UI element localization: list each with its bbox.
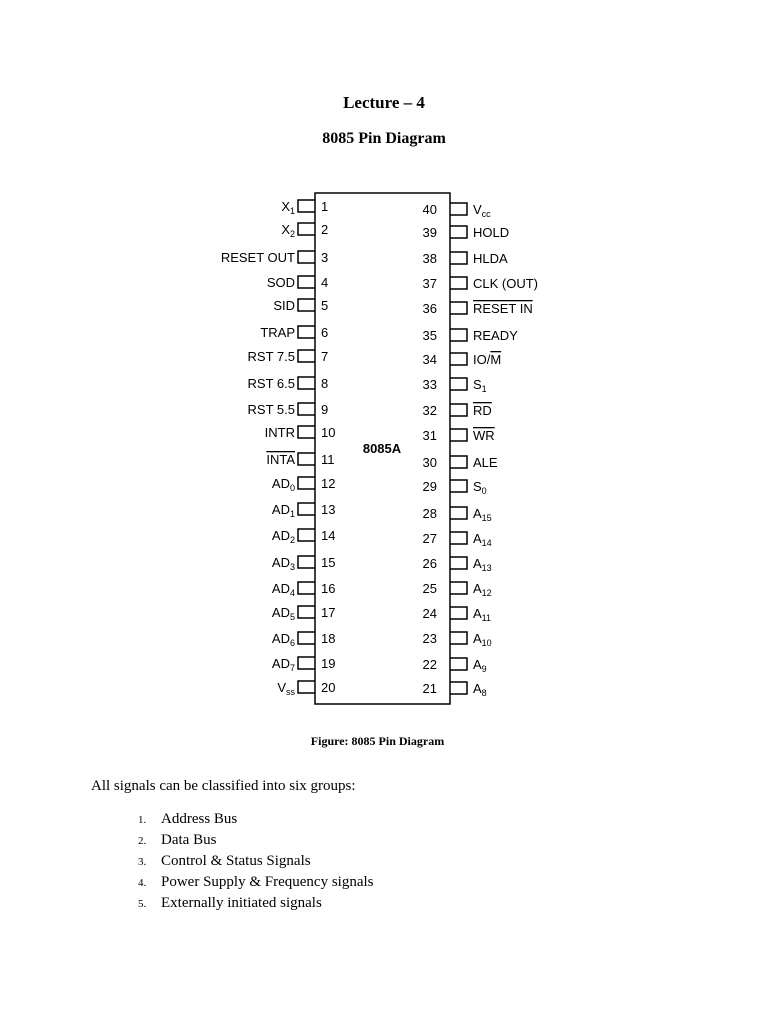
list-item xyxy=(138,853,373,874)
left-pin-name: $AD_7$ xyxy=(271,656,295,673)
left-pin-16 xyxy=(298,582,315,594)
right-pin-name: $S_0$ xyxy=(473,479,487,496)
left-pin-11 xyxy=(298,453,315,465)
left-pin-name: $AD_2$ xyxy=(271,528,295,545)
right-pin-35 xyxy=(450,329,467,341)
left-pin-number: 19 xyxy=(321,656,336,671)
list-number: 2. xyxy=(138,835,147,847)
right-pin-23 xyxy=(450,632,467,644)
right-pin-name: $S_1$ xyxy=(473,377,487,394)
left-pin-name: RST 5.5 xyxy=(247,402,295,417)
right-pin-number: 40 xyxy=(422,202,437,217)
left-pin-name: $V_{ss}$ xyxy=(277,680,295,697)
left-pin-17 xyxy=(298,606,315,618)
left-pin-number: 17 xyxy=(321,605,336,620)
right-pin-number: 37 xyxy=(422,276,437,291)
right-pin-29 xyxy=(450,480,467,492)
right-pin-40 xyxy=(450,203,467,215)
list-number: 1. xyxy=(138,814,147,826)
left-pin-number: 12 xyxy=(321,476,336,491)
right-pin-25 xyxy=(450,582,467,594)
left-pin-name: RST 6.5 xyxy=(247,376,295,391)
right-pin-28 xyxy=(450,507,467,519)
right-pin-name: RD xyxy=(473,403,492,418)
right-pin-name: ALE xyxy=(473,455,498,470)
right-pin-number: 35 xyxy=(422,328,437,343)
right-pin-39 xyxy=(450,226,467,238)
right-pin-number: 32 xyxy=(422,403,437,418)
left-pin-number: 8 xyxy=(321,376,329,391)
diagram-title: 8085 Pin Diagram xyxy=(322,130,446,147)
right-pin-name: WR xyxy=(473,428,495,443)
right-pin-name: $A_8$ xyxy=(473,681,487,698)
right-pin-number: 23 xyxy=(422,631,437,646)
left-pin-number: 9 xyxy=(321,402,329,417)
left-pin-6 xyxy=(298,326,315,338)
right-pin-number: 26 xyxy=(422,556,437,571)
left-pin-name: RESET OUT xyxy=(220,250,295,265)
right-pin-name: RESET IN xyxy=(473,301,533,316)
right-pin-30 xyxy=(450,456,467,468)
right-pin-number: 24 xyxy=(422,606,437,621)
left-pin-18 xyxy=(298,632,315,644)
right-pin-number: 36 xyxy=(422,301,437,316)
left-pin-number: 15 xyxy=(321,555,336,570)
list-text: Power Supply & Frequency signals xyxy=(161,874,374,890)
left-pin-number: 14 xyxy=(321,528,336,543)
left-pin-name: RST 7.5 xyxy=(247,349,295,364)
right-pin-27 xyxy=(450,532,467,544)
list-number: 3. xyxy=(138,856,147,868)
right-pin-name: CLK (OUT) xyxy=(473,276,538,291)
right-pin-26 xyxy=(450,557,467,569)
right-pin-number: 29 xyxy=(422,479,437,494)
list-text: Address Bus xyxy=(161,811,238,827)
right-pin-number: 34 xyxy=(422,352,437,367)
left-pin-number: 4 xyxy=(321,275,329,290)
left-pin-8 xyxy=(298,377,315,389)
list-number: 5. xyxy=(138,898,147,910)
right-pin-number: 30 xyxy=(422,455,437,470)
right-pin-name: IO/M xyxy=(473,352,502,367)
right-pin-number: 22 xyxy=(422,657,437,672)
right-pin-21 xyxy=(450,682,467,694)
right-pin-34 xyxy=(450,353,467,365)
left-pin-name: $AD_1$ xyxy=(271,502,295,519)
left-pin-name: TRAP xyxy=(260,325,295,340)
figure-caption: Figure: 8085 Pin Diagram xyxy=(310,734,445,748)
list-item xyxy=(138,832,373,853)
chip-label: 8085A xyxy=(362,441,402,456)
left-pin-4 xyxy=(298,276,315,288)
right-pin-name: $A_{10}$ xyxy=(473,631,492,648)
right-pin-37 xyxy=(450,277,467,289)
list-text: Data Bus xyxy=(161,832,217,848)
signal-groups-list xyxy=(138,811,373,916)
left-pin-9 xyxy=(298,403,315,415)
left-pin-number: 20 xyxy=(321,680,336,695)
left-pin-number: 6 xyxy=(321,325,329,340)
left-pin-3 xyxy=(298,251,315,263)
left-pin-name: SOD xyxy=(266,275,295,290)
left-pin-number: 7 xyxy=(321,349,329,364)
left-pin-19 xyxy=(298,657,315,669)
left-pin-number: 11 xyxy=(321,452,335,467)
right-pin-number: 21 xyxy=(422,681,437,696)
left-pin-name: SID xyxy=(273,298,295,313)
right-pin-36 xyxy=(450,302,467,314)
left-pin-number: 10 xyxy=(321,425,336,440)
right-pin-22 xyxy=(450,658,467,670)
left-pin-name: INTR xyxy=(264,425,295,440)
right-pin-name: HLDA xyxy=(473,251,508,266)
right-pin-31 xyxy=(450,429,467,441)
list-item xyxy=(138,895,373,916)
left-pin-2 xyxy=(298,223,315,235)
left-pin-10 xyxy=(298,426,315,438)
right-pin-name: READY xyxy=(473,328,518,343)
right-pin-number: 28 xyxy=(422,506,437,521)
right-pin-number: 39 xyxy=(422,225,437,240)
left-pin-name: $AD_3$ xyxy=(271,555,295,572)
left-pin-number: 2 xyxy=(321,222,329,237)
left-pin-5 xyxy=(298,299,315,311)
right-pin-24 xyxy=(450,607,467,619)
left-pin-name: $AD_4$ xyxy=(271,581,295,598)
intro-text: All signals can be classified into six groups: xyxy=(91,778,356,794)
list-item xyxy=(138,874,373,895)
right-pin-number: 33 xyxy=(422,377,437,392)
right-pin-name: $A_{12}$ xyxy=(473,581,492,598)
left-pin-1 xyxy=(298,200,315,212)
right-pin-name: HOLD xyxy=(473,225,510,240)
right-pin-number: 25 xyxy=(422,581,437,596)
right-pin-name: $A_9$ xyxy=(473,657,487,674)
right-pin-name: $A_{11}$ xyxy=(473,606,492,623)
left-pin-15 xyxy=(298,556,315,568)
left-pin-number: 3 xyxy=(321,250,329,265)
right-pin-32 xyxy=(450,404,467,416)
left-pin-12 xyxy=(298,477,315,489)
left-pin-7 xyxy=(298,350,315,362)
right-pin-name: $A_{13}$ xyxy=(473,556,492,573)
right-pin-38 xyxy=(450,252,467,264)
left-pin-name: $AD_5$ xyxy=(271,605,295,622)
left-pin-number: 18 xyxy=(321,631,336,646)
left-pin-14 xyxy=(298,529,315,541)
left-pin-number: 5 xyxy=(321,298,329,313)
right-pin-number: 27 xyxy=(422,531,437,546)
right-pin-number: 38 xyxy=(422,251,437,266)
lecture-title: Lecture – 4 xyxy=(343,93,425,112)
right-pin-33 xyxy=(450,378,467,390)
right-pin-name: $V_{cc}$ xyxy=(473,202,491,219)
list-text: Control & Status Signals xyxy=(161,853,311,869)
left-pin-name: $X_1$ xyxy=(281,199,295,216)
list-number: 4. xyxy=(138,877,147,889)
left-pin-number: 13 xyxy=(321,502,336,517)
left-pin-name: $AD_0$ xyxy=(271,476,295,493)
right-pin-name: $A_{15}$ xyxy=(473,506,492,523)
left-pin-name: $X_2$ xyxy=(281,222,295,239)
list-item xyxy=(138,811,373,832)
left-pin-13 xyxy=(298,503,315,515)
left-pin-number: 1 xyxy=(321,199,329,214)
list-text: Externally initiated signals xyxy=(161,895,322,911)
right-pin-name: $A_{14}$ xyxy=(473,531,492,548)
left-pin-name: INTA xyxy=(266,452,295,467)
left-pin-20 xyxy=(298,681,315,693)
right-pin-number: 31 xyxy=(422,428,437,443)
left-pin-name: $AD_6$ xyxy=(271,631,295,648)
left-pin-number: 16 xyxy=(321,581,336,596)
